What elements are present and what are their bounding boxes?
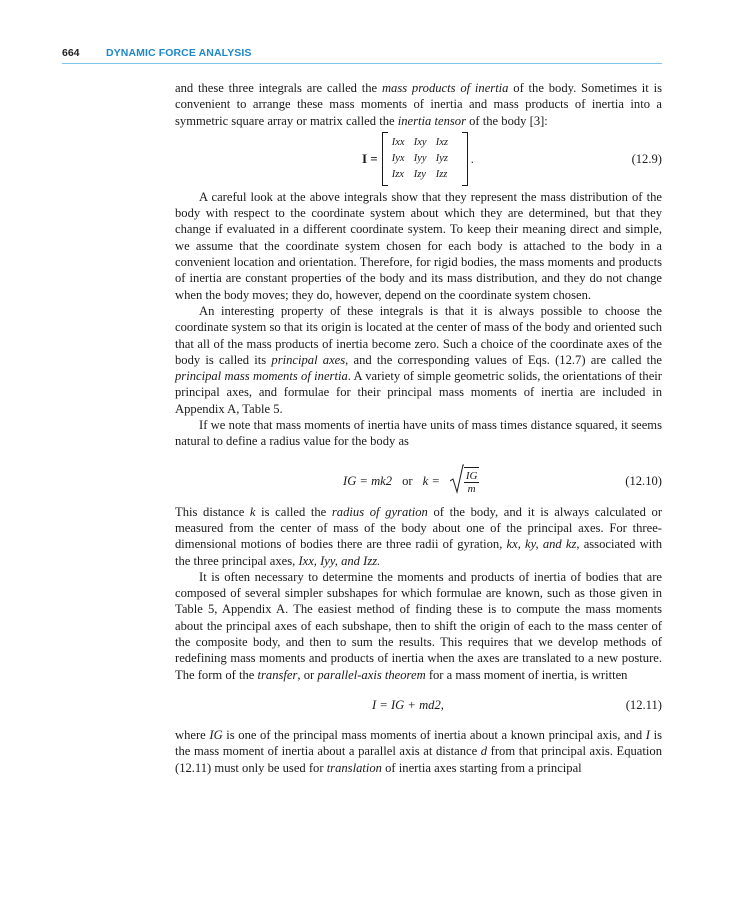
equation-number: (12.11): [625, 697, 662, 712]
matrix-cell: Iyz: [435, 152, 448, 164]
running-head-title: DYNAMIC FORCE ANALYSIS: [106, 47, 252, 59]
equation-lhs: I =: [362, 150, 378, 166]
paragraph: It is often necessary to determine the moments and products of inertia of bodies that are composed of several simpler subshapes for which formulae are known, such as those given in Table 5, Appendix A. The easiest method of finding these is to compute the mass moments about the principal axes of each subshape, then to shift the origin of each to the mass center of the composite body, and then to sum the results. This requires that we develop methods of redefining mass moments and products of inertia when the axes are translated to a new posture. The form of the transfer, or parallel-axis theorem for a mass moment of inertia, is written: [175, 569, 662, 682]
matrix-cell: Ixy: [413, 136, 427, 148]
matrix-cell: Ixx: [391, 136, 405, 148]
equation-radius-gyration: IG = mk2: [343, 473, 393, 488]
right-bracket: [462, 132, 468, 186]
matrix-cell: Ixz: [435, 136, 448, 148]
paragraph: If we note that mass moments of inertia have units of mass times distance squared, it seems natural to define a radius value for the body as: [175, 418, 662, 449]
matrix-cell: Izz: [435, 168, 448, 180]
equation-12-11: [175, 683, 662, 727]
matrix-cell: Iyx: [391, 152, 405, 164]
paragraph: This distance k is called the radius of gyration of the body, and it is always calculated or measured from the center of mass of the body about one of the principal axes. For three-dimensional motions of bodies there are three radii of gyration, kx, ky, and kz, associated with the three principal axes, Ixx, Iyy, and Izz.: [175, 504, 663, 568]
paragraph: where IG is one of the principal mass moments of inertia about a known principal axis, and I is the mass moment of inertia about a parallel axis at distance d from that principal axis. Equation (12.11) must only be used for translation of inertia axes starting from a principal: [175, 727, 662, 775]
page-number: 664: [62, 47, 80, 59]
equation-number: (12.9): [631, 151, 662, 166]
square-root-sign: [450, 464, 464, 498]
matrix-cell: Iyy: [413, 152, 427, 164]
paragraph: and these three integrals are called the mass products of inertia of the body. Sometimes it is convenient to arrange these mass moments of inertia and mass products of inertia into a symmetric square array or matrix called the inertia tensor of the body [3]:: [175, 81, 662, 128]
equation-12-10: [175, 450, 662, 504]
equation-k-lhs: k =: [422, 473, 440, 488]
running-header: [62, 45, 662, 64]
matrix-grid: [388, 135, 462, 183]
equation-or: or: [402, 473, 413, 488]
matrix-cell: Izy: [413, 168, 426, 180]
fraction: $\frac{IG}{m}$: [464, 467, 480, 495]
parallel-axis-formula: I = IG + md2,: [372, 697, 444, 712]
paragraph: A careful look at the above integrals show that they represent the mass distribution of the body with respect to the coordinate system about which they are determined, but that they change if evaluated in a different coordinate system. To keep their meaning direct and simple, we assume that the coordinate system chosen for each body is attached to the body in a convenient location and orientation. Therefore, for rigid bodies, the mass moments and products of inertia are constant properties of the body and its mass distribution, and they do not change when the body moves; they do, however, depend on the coordinate system chosen.: [175, 189, 662, 302]
equation-number: (12.10): [625, 473, 662, 488]
paragraph: An interesting property of these integrals is that it is always possible to choose the coordinate system so that its origin is located at the center of mass of the body and oriented such that all of the mass products of inertia become zero. Such a choice of the coordinate axes of the body is called its principal axes, and the corresponding values of Eqs. (12.7) are called the principal mass moments of inertia. A variety of simple geometric solids, the orientations of their principal axes, and formulae for their principal mass moments of inertia are included in Appendix A, Table 5.: [175, 303, 662, 416]
matrix-cell: Izx: [391, 168, 404, 180]
inertia-tensor-matrix: I = Ixx Ixy Ixz Iyx Iyy Iyz Izx Izy Izz .: [362, 132, 474, 186]
page-body: [175, 80, 662, 776]
equation-12-9: [175, 129, 662, 189]
